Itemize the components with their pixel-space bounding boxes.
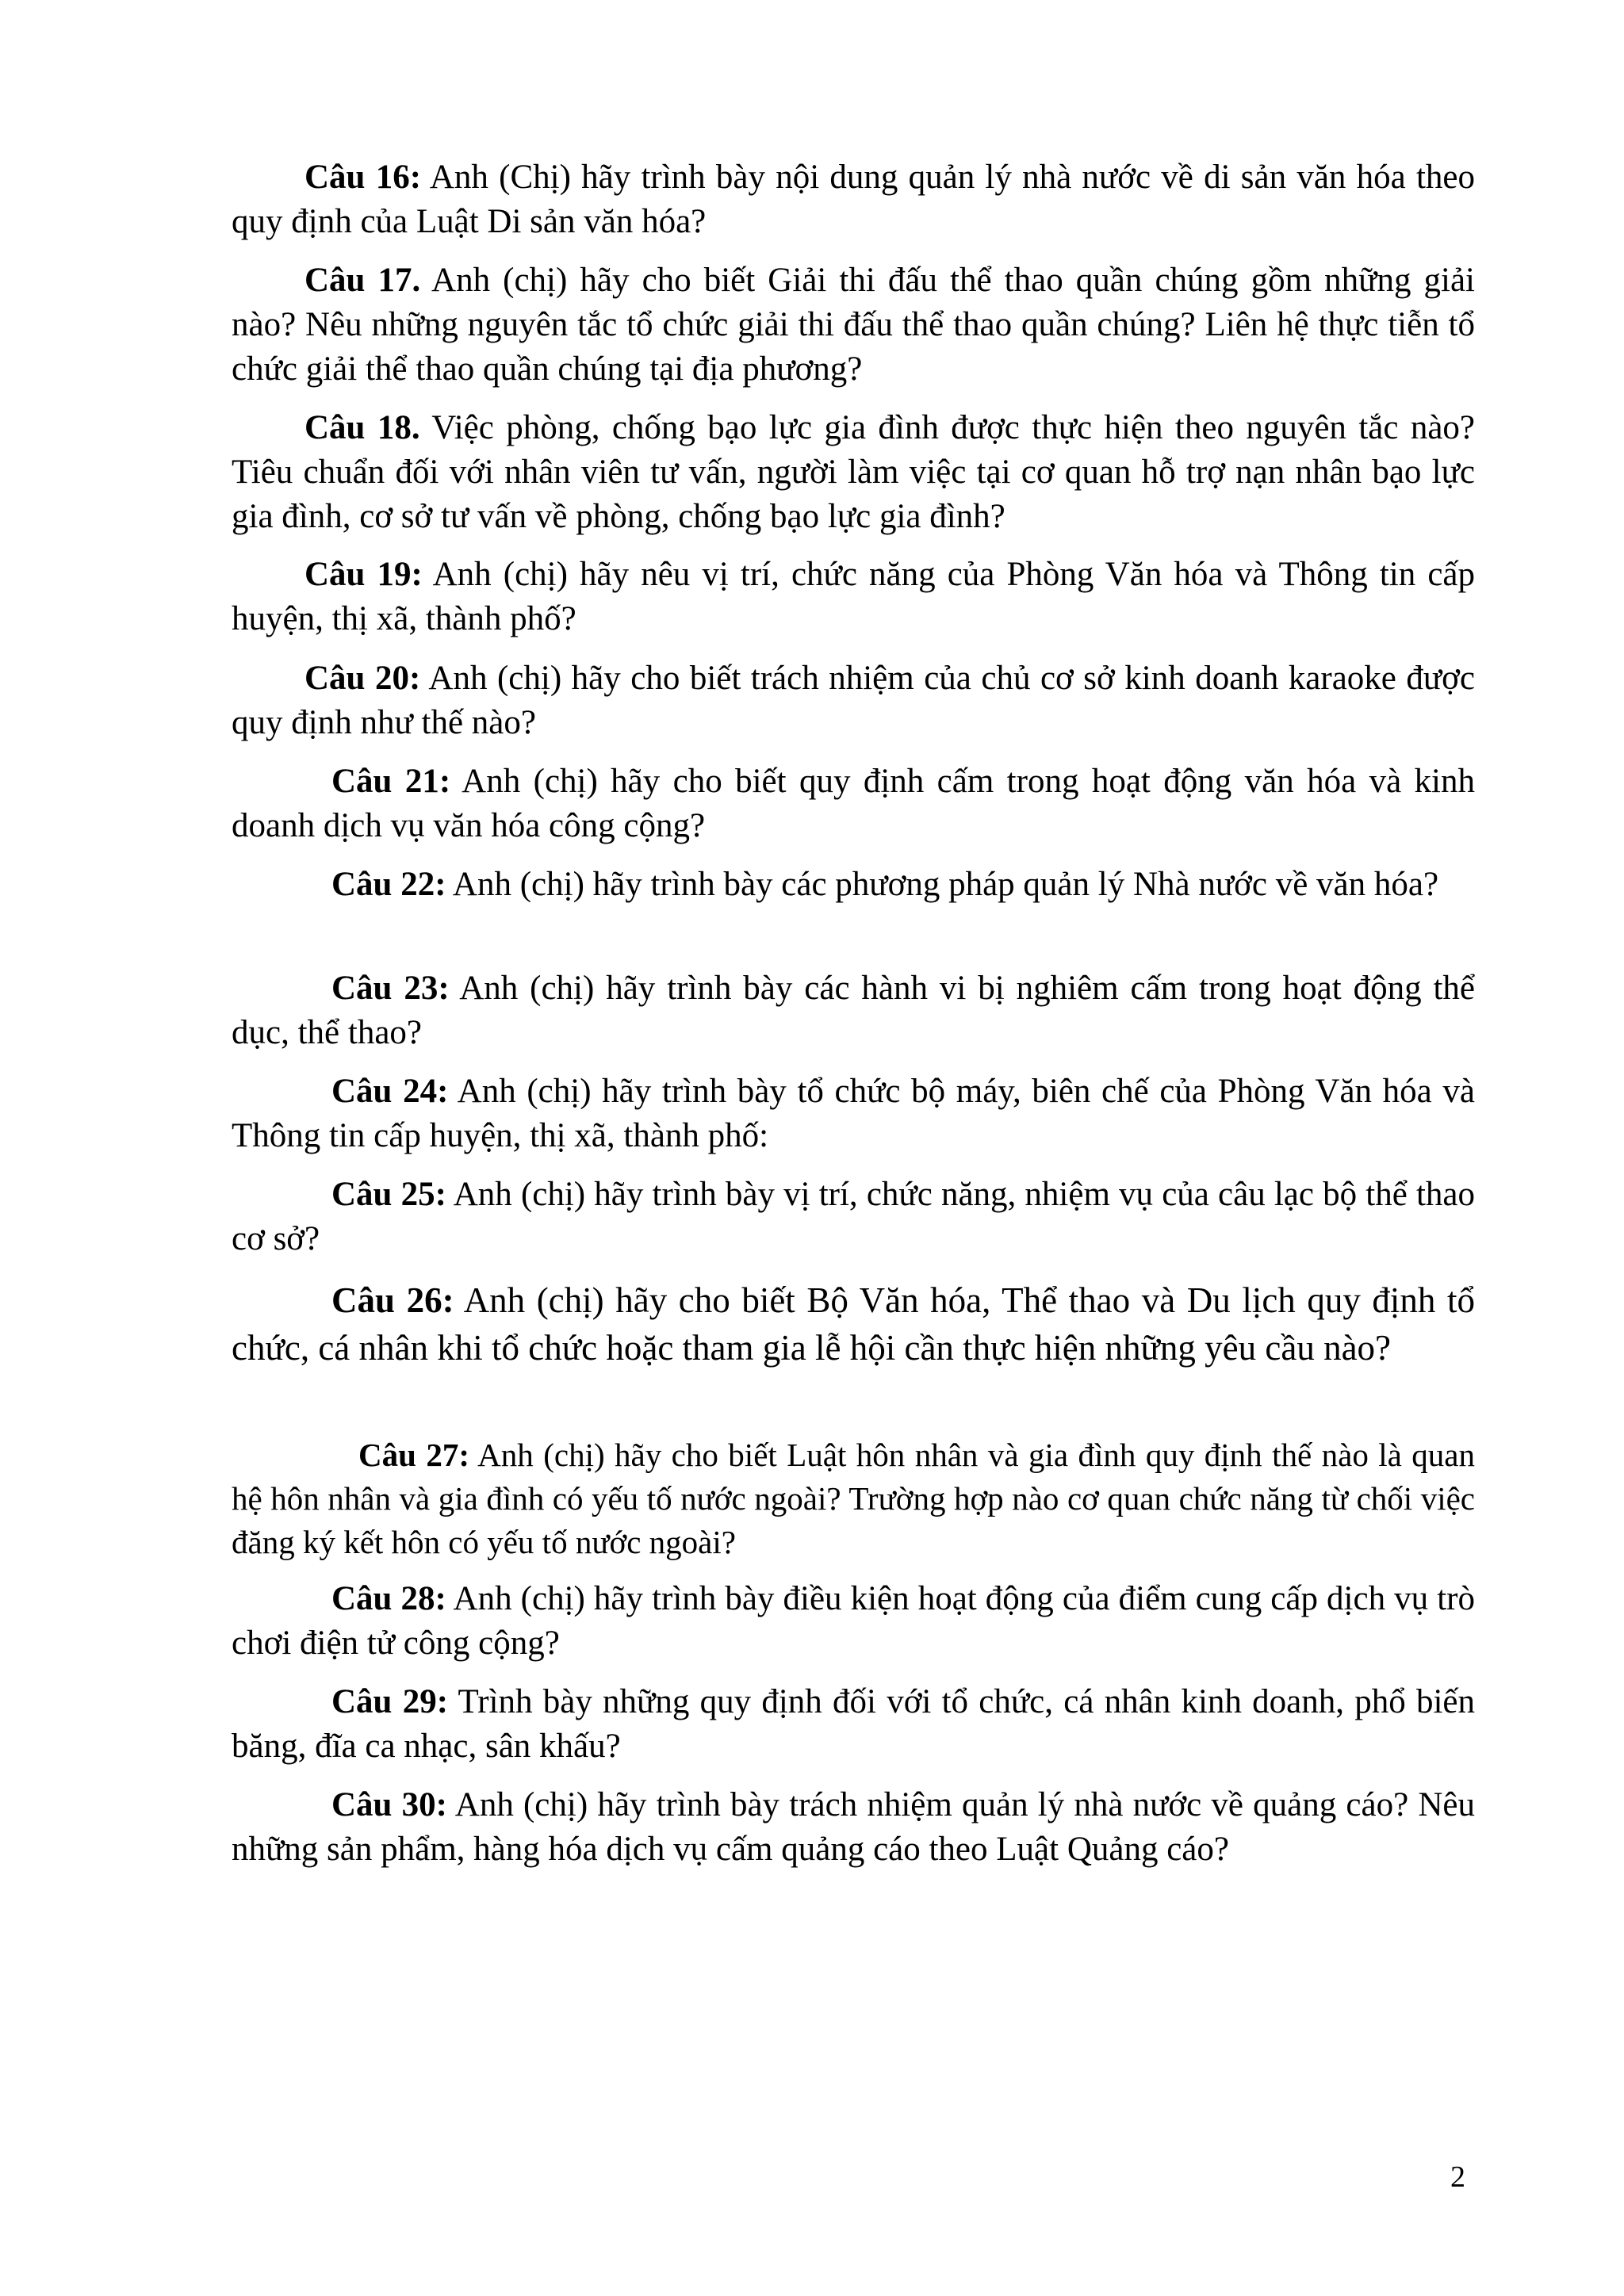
question-label: Câu 26: bbox=[331, 1280, 454, 1320]
question-label: Câu 29: bbox=[331, 1683, 449, 1720]
question-text: Anh (chị) hãy trình bày điều kiện hoạt động của điểm cung cấp dịch vụ trò chơi điện tử công cộng? bbox=[232, 1580, 1475, 1662]
question-text: Anh (chị) hãy cho biết trách nhiệm của chủ cơ sở kinh doanh karaoke được quy định như thế nào? bbox=[232, 660, 1475, 741]
question-29 bbox=[232, 1680, 1475, 1769]
question-27 bbox=[232, 1433, 1475, 1564]
question-text: Anh (chị) hãy cho biết quy định cấm trong hoạt động văn hóa và kinh doanh dịch vụ văn hóa công cộng? bbox=[232, 763, 1475, 844]
question-26 bbox=[232, 1276, 1475, 1372]
question-17 bbox=[232, 258, 1475, 392]
question-16 bbox=[232, 155, 1475, 244]
question-text: Anh (chị) hãy trình bày trách nhiệm quản lý nhà nước về quảng cáo? Nêu những sản phẩm, hàng hóa dịch vụ cấm quảng cáo theo Luật Quảng cáo? bbox=[232, 1786, 1475, 1868]
question-label: Câu 21: bbox=[331, 763, 451, 800]
question-24 bbox=[232, 1070, 1475, 1158]
question-30 bbox=[232, 1783, 1475, 1872]
question-25 bbox=[232, 1173, 1475, 1261]
question-label: Câu 28: bbox=[331, 1580, 446, 1617]
question-label: Câu 25: bbox=[331, 1176, 446, 1213]
question-text: Việc phòng, chống bạo lực gia đình được thực hiện theo nguyên tắc nào? Tiêu chuẩn đối với nhân viên tư vấn, người làm việc tại cơ quan hỗ trợ nạn nhân bạo lực gia đình, cơ sở tư vấn về phòng, chống bạo lực gia đình? bbox=[232, 409, 1475, 535]
question-text: Anh (chị) hãy cho biết Giải thi đấu thể thao quần chúng gồm những giải nào? Nêu những nguyên tắc tổ chức giải thi đấu thể thao quần chúng? Liên hệ thực tiễn tổ chức giải thể thao quần chúng tại địa phương? bbox=[232, 262, 1476, 388]
question-label: Câu 27: bbox=[358, 1437, 469, 1473]
question-label: Câu 24: bbox=[331, 1073, 449, 1110]
question-text: Anh (chị) hãy nêu vị trí, chức năng của Phòng Văn hóa và Thông tin cấp huyện, thị xã, thành phố? bbox=[232, 556, 1475, 637]
question-19 bbox=[232, 553, 1475, 641]
question-text: Anh (chị) hãy cho biết Luật hôn nhân và gia đình quy định thế nào là quan hệ hôn nhân và gia đình có yếu tố nước ngoài? Trường hợp nào cơ quan chức năng từ chối việc đăng ký kết hôn có yếu tố nước ngoài? bbox=[232, 1437, 1475, 1560]
question-text: Anh (chị) hãy trình bày các phương pháp quản lý Nhà nước về văn hóa? bbox=[446, 866, 1439, 903]
question-28 bbox=[232, 1577, 1475, 1666]
question-label: Câu 18. bbox=[304, 409, 420, 446]
question-label: Câu 23: bbox=[331, 970, 450, 1007]
question-label: Câu 17. bbox=[304, 262, 421, 299]
page-number: 2 bbox=[1450, 2160, 1465, 2194]
question-text: Anh (chị) hãy trình bày vị trí, chức năng, nhiệm vụ của câu lạc bộ thể thao cơ sở? bbox=[232, 1176, 1475, 1257]
question-text: Anh (Chị) hãy trình bày nội dung quản lý nhà nước về di sản văn hóa theo quy định của Luật Di sản văn hóa? bbox=[232, 159, 1475, 240]
question-text: Trình bày những quy định đối với tổ chức, cá nhân kinh doanh, phổ biến băng, đĩa ca nhạc, sân khấu? bbox=[232, 1683, 1475, 1765]
question-label: Câu 20: bbox=[304, 660, 421, 697]
question-text: Anh (chị) hãy trình bày tổ chức bộ máy, biên chế của Phòng Văn hóa và Thông tin cấp huyện, thị xã, thành phố: bbox=[232, 1073, 1475, 1154]
question-label: Câu 19: bbox=[304, 556, 423, 593]
question-20 bbox=[232, 656, 1475, 745]
question-text: Anh (chị) hãy trình bày các hành vi bị nghiêm cấm trong hoạt động thể dục, thể thao? bbox=[232, 970, 1475, 1051]
question-22 bbox=[232, 863, 1475, 907]
question-label: Câu 22: bbox=[331, 866, 446, 903]
question-23 bbox=[232, 966, 1475, 1055]
question-18 bbox=[232, 406, 1475, 539]
question-text: Anh (chị) hãy cho biết Bộ Văn hóa, Thể thao và Du lịch quy định tổ chức, cá nhân khi tổ chức hoặc tham gia lễ hội cần thực hiện những yêu cầu nào? bbox=[232, 1280, 1475, 1368]
question-label: Câu 30: bbox=[331, 1786, 447, 1823]
question-21 bbox=[232, 760, 1475, 848]
question-label: Câu 16: bbox=[304, 159, 422, 196]
